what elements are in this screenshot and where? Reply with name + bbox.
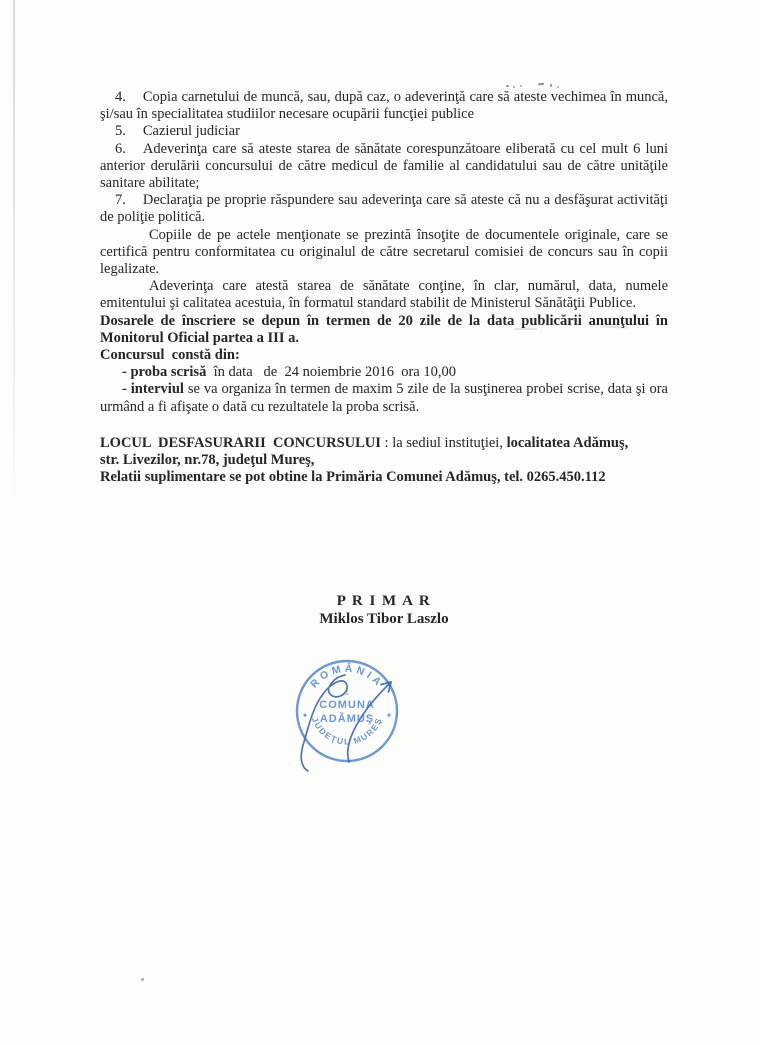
contest-written-line: [100, 364, 668, 381]
stamp-number: 1: [345, 690, 349, 697]
list-item-number: 4.: [115, 89, 126, 105]
location-label: LOCUL DESFASURARII CONCURSULUI: [100, 434, 381, 451]
written-test-details: în data de 24 noiembrie 2016 ora 10,00: [206, 364, 456, 381]
location-bold-tail: localitatea Adămuş,: [506, 434, 629, 451]
signer-title: P R I M A R: [336, 593, 432, 610]
contest-interview-line: [100, 381, 668, 415]
document-body: [100, 89, 668, 628]
location-middle-text: : la sediul instituţiei,: [380, 434, 507, 451]
signer-name: Miklos Tibor Laszlo: [319, 610, 449, 627]
stamp-county-arc: JUDEŢUL MUREŞ: [309, 715, 385, 747]
signature-block: [100, 593, 668, 627]
written-test-label: - proba scrisă: [122, 364, 207, 381]
list-item-number: 6.: [115, 140, 126, 157]
list-item-text: Cazierul judiciar: [142, 123, 240, 140]
scan-speck: [520, 85, 522, 87]
paragraph-certificate: Adeverinţa care atestă starea de sănătate conţine, în clar, numărul, data, numele emitentului şi calitatea acestuia, în formatul standard stabilit de Ministerul Sănătăţii Publice.: [100, 278, 668, 312]
location-line-2: str. Livezilor, nr.78, judeţul Mureş,: [100, 452, 315, 469]
list-item-text: Copia carnetului de muncă, sau, după caz, o adeverinţă care să ateste vechimea în muncă, şi/sau în specialitatea studiilor necesare ocupării funcţiei publice: [100, 89, 668, 123]
location-block: [100, 435, 668, 487]
scan-speck: [538, 83, 544, 86]
list-item-number: 5.: [115, 123, 126, 140]
stamp-star-right-icon: ✦: [385, 711, 393, 720]
list-item-7: [100, 192, 668, 226]
stamp-star-left-icon: ✦: [301, 711, 309, 720]
location-line-1: [100, 435, 668, 452]
list-item-5: [100, 123, 668, 140]
scan-speck: [141, 978, 144, 981]
scan-speck: [557, 86, 559, 88]
stamp-country-arc: ROMÂNIA: [308, 662, 386, 691]
stamp-svg: [285, 645, 415, 775]
scan-speck: [550, 84, 552, 87]
stamp-entity-line1: COMUNA: [319, 699, 375, 711]
interview-label: - interviul: [122, 381, 184, 398]
list-item-number: 7.: [115, 192, 126, 209]
scan-speck: [506, 85, 509, 87]
stamp-entity-line2: ADĂMUŞ: [319, 713, 375, 725]
scan-speck: [513, 86, 515, 88]
paragraph-copies: Copiile de pe actele menţionate se prezintă însoţite de documentele originale, care se certifică pentru conformitatea cu originalul de către secretarul comisiei de concurs sau în copii legalizate.: [100, 226, 668, 278]
contest-heading: Concursul constă din:: [100, 347, 240, 364]
official-stamp-and-signature: [285, 645, 415, 775]
location-line-3: Relatii suplimentare se pot obtine la Primăria Comunei Adămuş, tel. 0265.450.112: [100, 469, 606, 486]
interview-details: se va organiza în termen de maxim 5 zile de la susţinerea probei scrise, data şi ora urmând a fi afişate o dată cu rezultatele la proba scrisă.: [100, 381, 668, 415]
list-item-text: Adeverinţa care să ateste starea de sănătate corespunzătoare eliberată cu cel mult 6 luni anterior derulării concursului de către medicul de familie al candidatului sau de către unităţile sanitare abilitate;: [100, 140, 668, 192]
list-item-text: Declaraţia pe proprie răspundere sau adeverinţa care să ateste că nu a desfăşurat activităţi de poliţie politică.: [100, 192, 668, 226]
list-item-4: [100, 89, 668, 123]
deadline-paragraph: Dosarele de înscriere se depun în termen de 20 zile de la data publicării anunţului în Monitorul Oficial partea a III a.: [100, 312, 668, 346]
scan-edge-line: [13, 0, 15, 515]
list-item-6: [100, 141, 668, 193]
